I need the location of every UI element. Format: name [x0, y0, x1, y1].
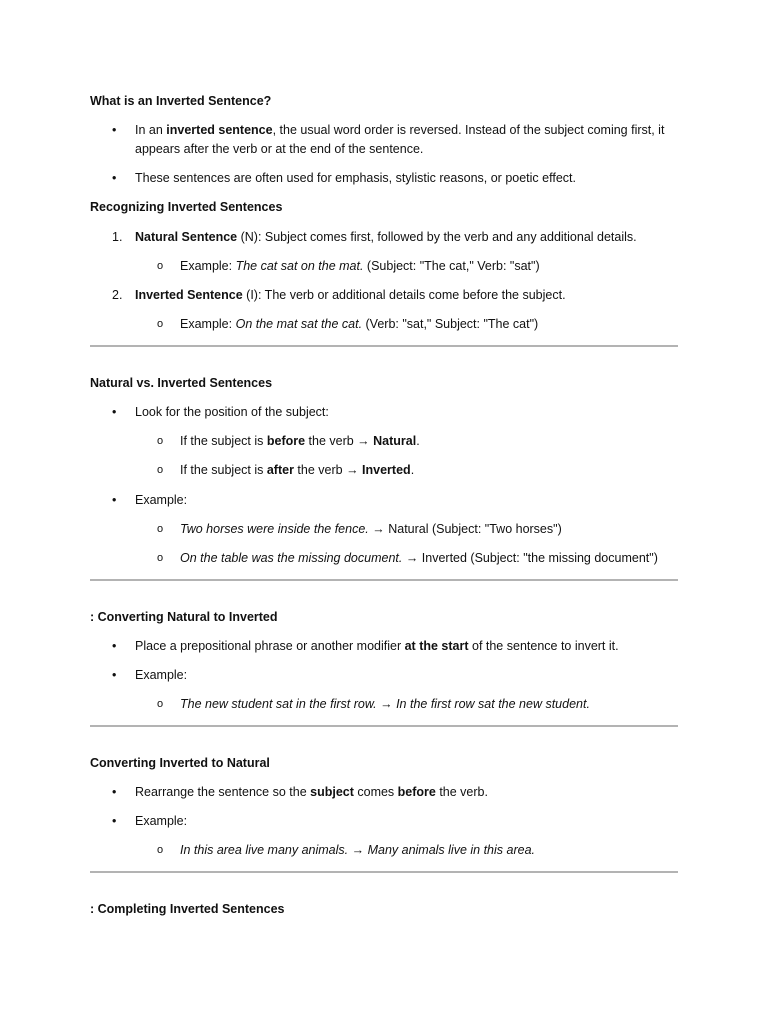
heading-what-is-inverted: What is an Inverted Sentence?: [90, 94, 272, 108]
sub-list-item-text: Example: On the mat sat the cat. (Verb: "sat," Subject: "The cat"): [180, 317, 539, 331]
heading-converting-natural: : Converting Natural to Inverted: [90, 610, 278, 624]
list-item-text: appears after the verb or at the end of the sentence.: [135, 142, 424, 156]
bullet-marker: •: [112, 171, 117, 185]
sub-bullet-marker: o: [157, 260, 164, 272]
bullet-marker: •: [112, 123, 117, 137]
sub-list-item-text: Example: The cat sat on the mat. (Subject: "The cat," Verb: "sat"): [180, 259, 540, 273]
sub-bullet-marker: o: [157, 318, 164, 330]
document-page: [90, 0, 678, 1024]
list-item-text: Example:: [135, 493, 188, 507]
list-item-text: Look for the position of the subject:: [135, 405, 329, 419]
horizontal-rule: [90, 725, 678, 727]
sub-bullet-marker: o: [157, 844, 164, 856]
sub-list-item-text: If the subject is before the verb → Natural.: [180, 434, 420, 448]
bullet-marker: •: [112, 639, 117, 653]
heading-completing: : Completing Inverted Sentences: [90, 902, 285, 916]
heading-natural-vs-inverted: Natural vs. Inverted Sentences: [90, 376, 273, 390]
bullet-marker: •: [112, 493, 117, 507]
sub-bullet-marker: o: [157, 552, 164, 564]
bullet-marker: •: [112, 405, 117, 419]
heading-recognizing: Recognizing Inverted Sentences: [90, 200, 283, 214]
bullet-marker: •: [112, 814, 117, 828]
sub-list-item-text: On the table was the missing document. → Inverted (Subject: "the missing document"): [180, 551, 658, 565]
sub-list-item-text: In this area live many animals. → Many animals live in this area.: [180, 843, 536, 857]
item-number: 2.: [112, 288, 123, 302]
heading-converting-inverted: Converting Inverted to Natural: [90, 756, 270, 770]
list-item-text: Example:: [135, 814, 188, 828]
sub-list-item-text: If the subject is after the verb → Inverted.: [180, 463, 415, 477]
sub-list-item-text: Two horses were inside the fence. → Natural (Subject: "Two horses"): [180, 522, 562, 536]
sub-bullet-marker: o: [157, 464, 164, 476]
list-item-text: These sentences are often used for emphasis, stylistic reasons, or poetic effect.: [135, 171, 576, 185]
list-item-text: Natural Sentence (N): Subject comes first, followed by the verb and any additional details.: [135, 230, 637, 244]
sub-bullet-marker: o: [157, 435, 164, 447]
horizontal-rule: [90, 871, 678, 873]
bullet-marker: •: [112, 785, 117, 799]
list-item-text: Rearrange the sentence so the subject comes before the verb.: [135, 785, 488, 799]
sub-list-item-text: The new student sat in the first row. → In the first row sat the new student.: [180, 697, 590, 711]
list-item-text: In an inverted sentence, the usual word order is reversed. Instead of the subject coming first, it: [135, 123, 665, 137]
list-item-text: Example:: [135, 668, 188, 682]
horizontal-rule: [90, 579, 678, 581]
bullet-marker: •: [112, 668, 117, 682]
list-item-text: Place a prepositional phrase or another modifier at the start of the sentence to invert it.: [135, 639, 619, 653]
horizontal-rule: [90, 345, 678, 347]
sub-bullet-marker: o: [157, 523, 164, 535]
sub-bullet-marker: o: [157, 698, 164, 710]
list-item-text: Inverted Sentence (I): The verb or additional details come before the subject.: [135, 288, 566, 302]
item-number: 1.: [112, 230, 123, 244]
